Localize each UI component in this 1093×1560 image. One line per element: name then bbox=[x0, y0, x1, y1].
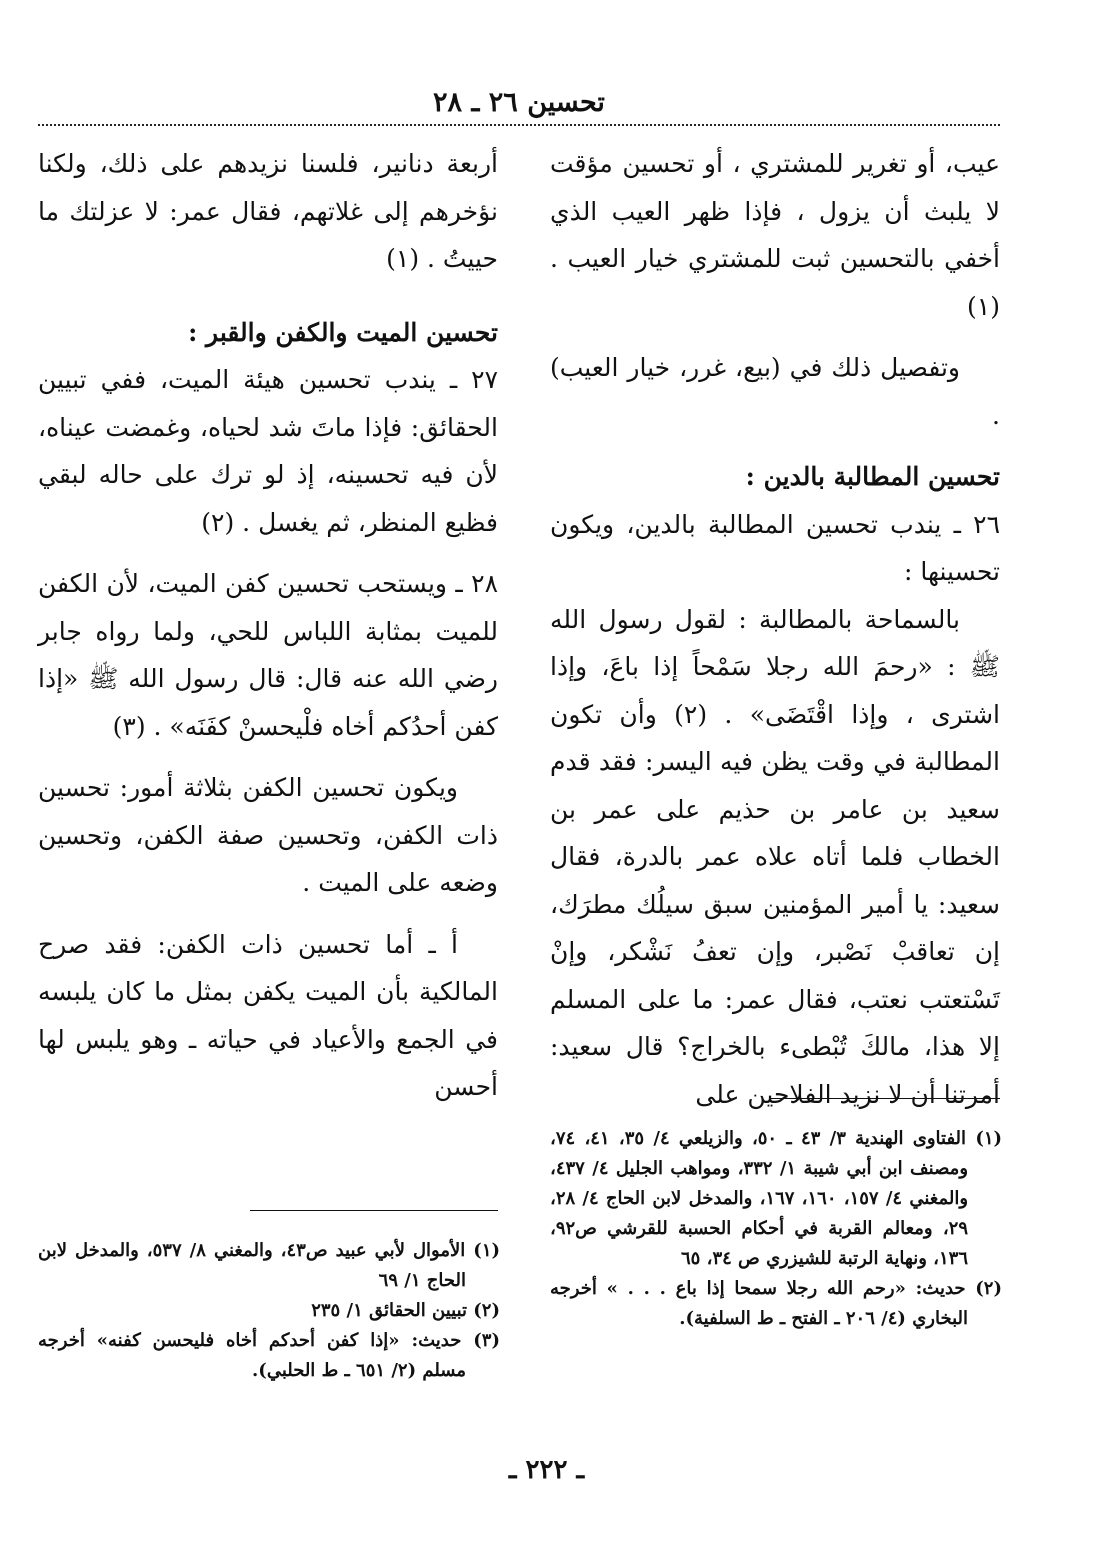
paragraph: بالسماحة بالمطالبة : لقول رسول الله ﷺ : «رحمَ الله رجلا سَمْحاً إذا باعَ، وإذا اشترى ، وإذا اقْتَضَى» . (٢) وأن تكون المطالبة في وقت يظن فيه اليسر: فقد قدم سعيد بن عامر بن حذيم على عمر بن الخطاب فلما أتاه علاه عمر بالدرة، فقال سعيد: يا أمير المؤمنين سبق سيلُك مطرَك، إن تعاقبْ نَصْبر، وإن تعفُ نَشْكر، وإنْ تَسْتعتب نعتب، فقال عمر: ما على المسلم إلا هذا، مالكَ تُبْطىء بالخراج؟ قال سعيد: أمرتنا أن لا نزيد الفلاحين على bbox=[550, 604, 1000, 1109]
section-heading: تحسين المطالبة بالدين : bbox=[745, 462, 1000, 491]
page-number: ـ ٢٢٢ ـ bbox=[508, 1455, 585, 1485]
footnotes-right bbox=[550, 1124, 1002, 1334]
footnote: (١) الأموال لأبي عبيد ص٤٣، والمغني ٨/ ٥٣٧، والمدخل لابن الحاج ١/ ٦٩ bbox=[38, 1240, 501, 1291]
paragraph: ٢٦ ـ يندب تحسين المطالبة بالدين، ويكون تحسينها : bbox=[550, 509, 1000, 586]
running-header: تحسين ٢٦ ـ ٢٨ bbox=[433, 87, 605, 118]
footnote: (١) الفتاوى الهندية ٣/ ٤٣ ـ ٥٠، والزيلعي ٤/ ٣٥، ٤١، ٧٤، ومصنف ابن أبي شيبة ١/ ٣٣٢، ومواهب الجليل ٤/ ٤٣٧، والمغني ٤/ ١٥٧، ١٦٠، ١٦٧، والمدخل لابن الحاج ٤/ ٢٨، ٢٩، ومعالم القربة في أحكام الحسبة للقرشي ص٩٢، ١٣٦، ونهاية الرتبة للشيزري ص ٣٤، ٦٥ bbox=[550, 1128, 1003, 1269]
footnote: (٣) حديث: «إذا كفن أحدكم أخاه فليحسن كفنه» أخرجه مسلم (٢/ ٦٥١ ـ ط الحلبي). bbox=[38, 1330, 500, 1381]
section-heading: تحسين الميت والكفن والقبر : bbox=[188, 317, 498, 347]
paragraph: ٢٧ ـ يندب تحسين هيئة الميت، ففي تبيين الحقائق: فإذا ماتَ شد لحياه، وغمضت عيناه، لأن فيه تحسينه، إذ لو ترك على حاله لبقي فظيع المنظر، ثم يغسل . (٢) bbox=[38, 365, 498, 537]
paragraph: ويكون تحسين الكفن بثلاثة أمور: تحسين ذات الكفن، وتحسين صفة الكفن، وتحسين وضعه على الميت . bbox=[38, 773, 498, 897]
paragraph: ٢٨ ـ ويستحب تحسين كفن الميت، لأن الكفن للميت بمثابة اللباس للحي، ولما رواه جابر رضي الله عنه قال: قال رسول الله ﷺ «إذا كفن أحدُكم أخاه فلْيحسنْ كفَنَه» . (٣) bbox=[38, 569, 498, 741]
footnotes-left bbox=[38, 1236, 500, 1386]
right-column bbox=[550, 140, 1000, 1118]
footnote: (٢) تبيين الحقائق ١/ ٢٣٥ bbox=[311, 1300, 500, 1321]
footnote-rule bbox=[250, 1210, 498, 1211]
paragraph: أ ـ أما تحسين ذات الكفن: فقد صرح المالكية بأن الميت يكفن بمثل ما كان يلبسه في الجمع والأعياد في حياته ـ وهو يلبس لها أحسن bbox=[38, 929, 498, 1101]
paragraph: عيب، أو تغرير للمشتري ، أو تحسين مؤقت لا يلبث أن يزول ، فإذا ظهر العيب الذي أخفي بالتحسين ثبت للمشتري خيار العيب . (١) bbox=[550, 149, 1000, 321]
header-dotted-rule bbox=[38, 124, 1000, 126]
footnote: (٢) حديث: «رحم الله رجلا سمحا إذا باع . . . » أخرجه البخاري (٤/ ٢٠٦ ـ الفتح ـ ط السلفية). bbox=[550, 1278, 1002, 1329]
footnote-rule bbox=[770, 1098, 1000, 1099]
left-column bbox=[38, 140, 498, 1111]
paragraph: أربعة دنانير، فلسنا نزيدهم على ذلك، ولكنا نؤخرهم إلى غلاتهم، فقال عمر: لا عزلتك ما حييتُ . (١) bbox=[38, 149, 498, 273]
paragraph: وتفصيل ذلك في (بيع، غرر، خيار العيب) . bbox=[550, 353, 1000, 430]
